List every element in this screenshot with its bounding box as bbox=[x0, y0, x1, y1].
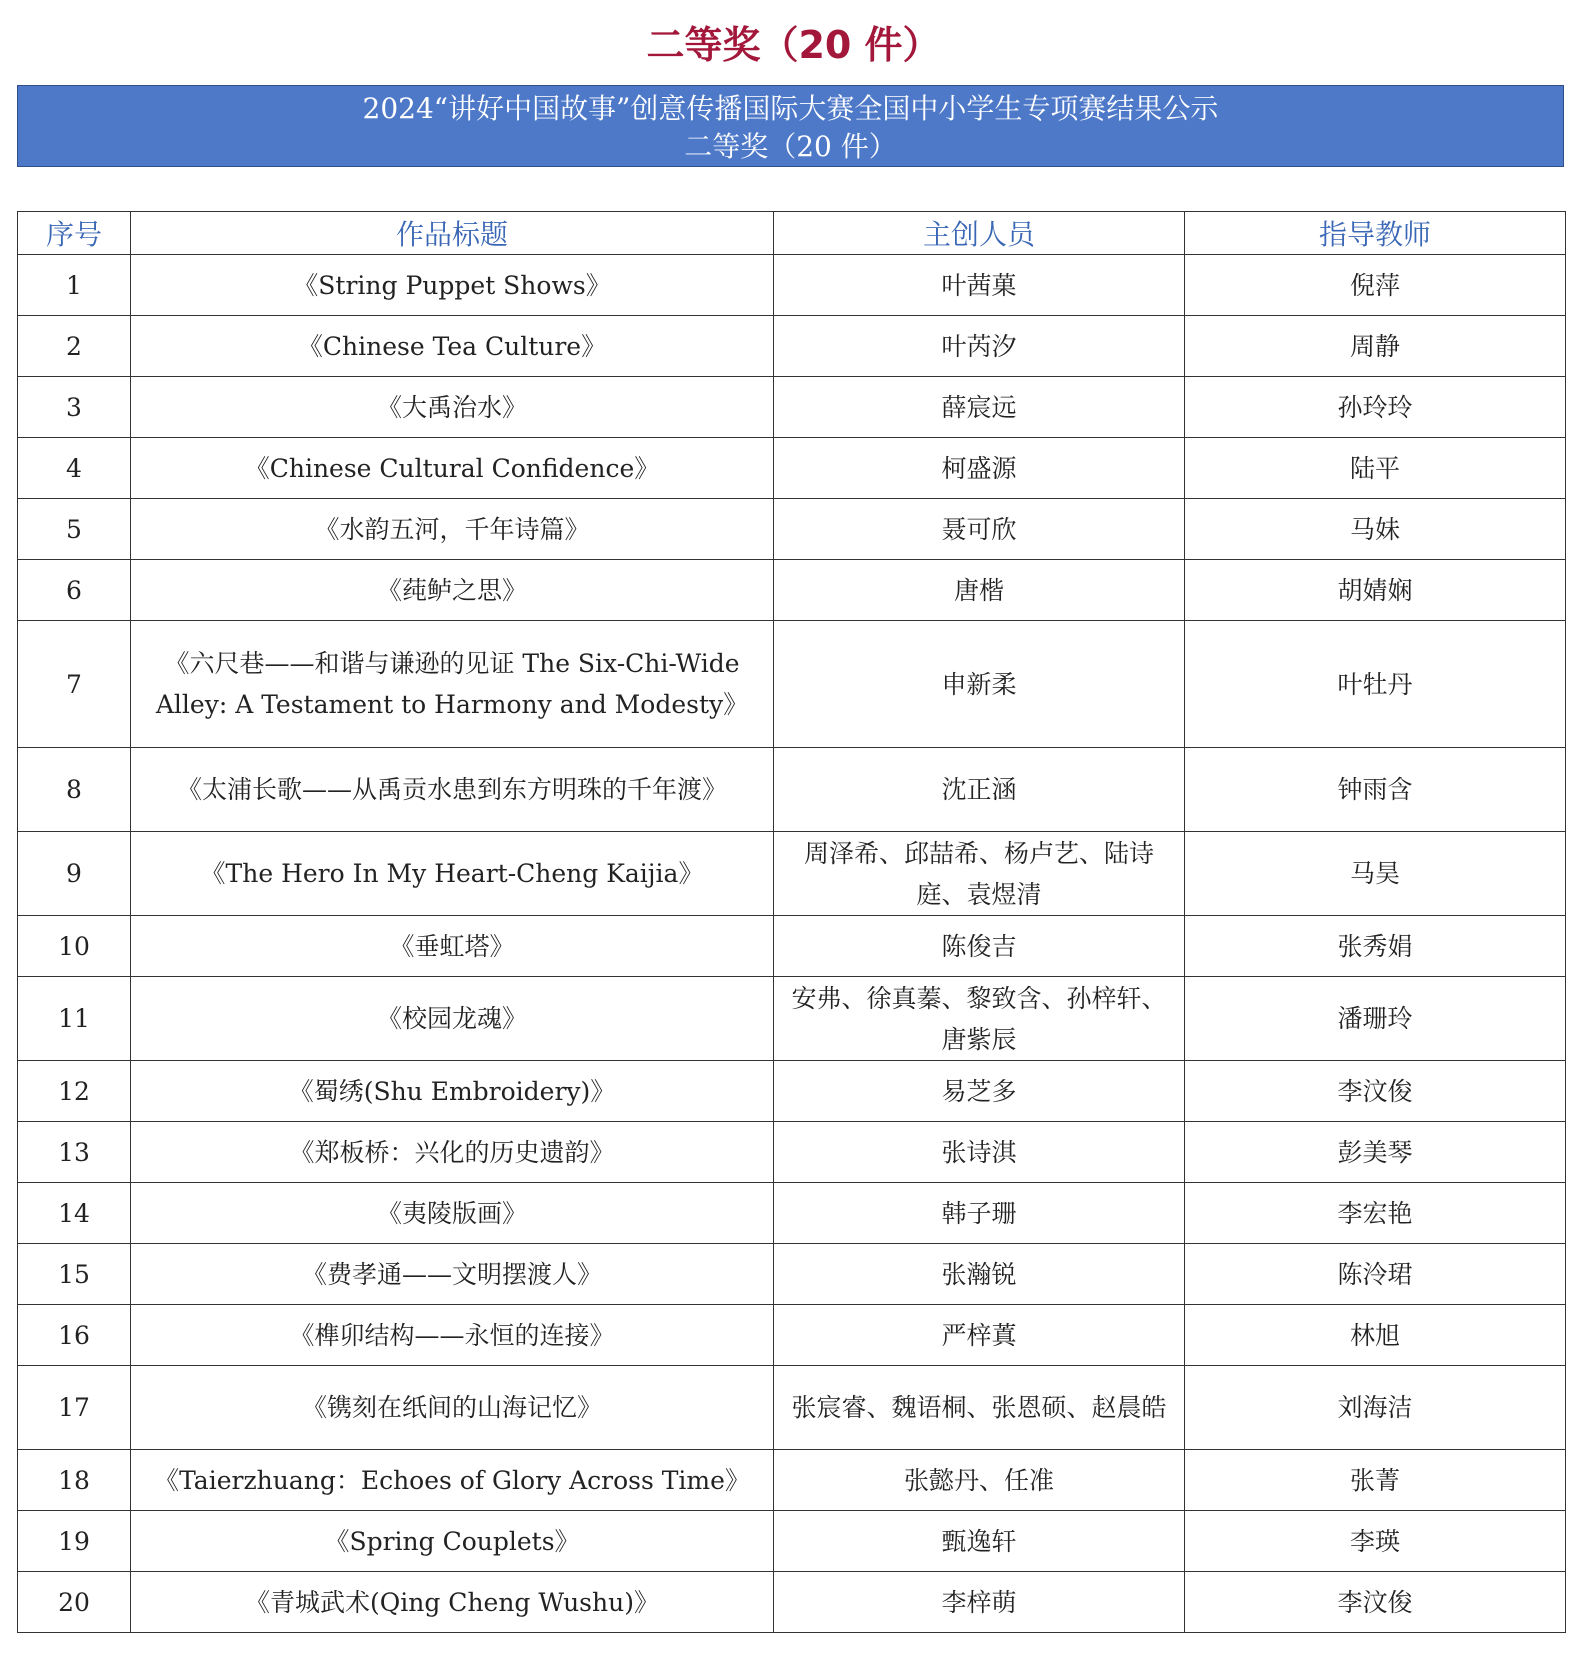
header-teacher: 指导教师 bbox=[1185, 212, 1566, 255]
cell-title: 《青城武术(Qing Cheng Wushu)》 bbox=[131, 1572, 774, 1633]
cell-number: 8 bbox=[18, 748, 131, 832]
table-row bbox=[18, 255, 1566, 316]
cell-title: 《蜀绣(Shu Embroidery)》 bbox=[131, 1061, 774, 1122]
table-row bbox=[18, 560, 1566, 621]
cell-title: 《垂虹塔》 bbox=[131, 916, 774, 977]
cell-title: 《Chinese Cultural Confidence》 bbox=[131, 438, 774, 499]
cell-title: 《榫卯结构——永恒的连接》 bbox=[131, 1305, 774, 1366]
header-title: 作品标题 bbox=[131, 212, 774, 255]
cell-number: 16 bbox=[18, 1305, 131, 1366]
cell-creators: 张懿丹、任准 bbox=[774, 1450, 1185, 1511]
cell-creators: 甄逸轩 bbox=[774, 1511, 1185, 1572]
cell-title: 《镌刻在纸间的山海记忆》 bbox=[131, 1366, 774, 1450]
cell-title: 《六尺巷——和谐与谦逊的见证 The Six-Chi-Wide Alley: A Testament to Harmony and Modesty》 bbox=[131, 621, 774, 748]
cell-teacher: 李宏艳 bbox=[1185, 1183, 1566, 1244]
cell-teacher: 倪萍 bbox=[1185, 255, 1566, 316]
cell-creators: 韩子珊 bbox=[774, 1183, 1185, 1244]
table-row bbox=[18, 438, 1566, 499]
cell-teacher: 张菁 bbox=[1185, 1450, 1566, 1511]
cell-number: 12 bbox=[18, 1061, 131, 1122]
cell-creators: 薛宸远 bbox=[774, 377, 1185, 438]
table-row bbox=[18, 1366, 1566, 1450]
cell-creators: 周泽希、邱喆希、杨卢艺、陆诗庭、袁煜清 bbox=[774, 832, 1185, 916]
cell-teacher: 李汶俊 bbox=[1185, 1061, 1566, 1122]
cell-number: 10 bbox=[18, 916, 131, 977]
cell-teacher: 胡婧娴 bbox=[1185, 560, 1566, 621]
table-row bbox=[18, 1305, 1566, 1366]
cell-creators: 柯盛源 bbox=[774, 438, 1185, 499]
cell-number: 18 bbox=[18, 1450, 131, 1511]
cell-creators: 叶茜菓 bbox=[774, 255, 1185, 316]
cell-number: 3 bbox=[18, 377, 131, 438]
cell-teacher: 陆平 bbox=[1185, 438, 1566, 499]
table-header-row bbox=[18, 212, 1566, 255]
cell-creators: 沈正涵 bbox=[774, 748, 1185, 832]
cell-creators: 叶芮汐 bbox=[774, 316, 1185, 377]
cell-title: 《String Puppet Shows》 bbox=[131, 255, 774, 316]
cell-number: 20 bbox=[18, 1572, 131, 1633]
cell-creators: 陈俊吉 bbox=[774, 916, 1185, 977]
header-number: 序号 bbox=[18, 212, 131, 255]
cell-teacher: 林旭 bbox=[1185, 1305, 1566, 1366]
cell-title: 《校园龙魂》 bbox=[131, 977, 774, 1061]
cell-creators: 唐楷 bbox=[774, 560, 1185, 621]
header-creators: 主创人员 bbox=[774, 212, 1185, 255]
table-row bbox=[18, 377, 1566, 438]
cell-creators: 张瀚锐 bbox=[774, 1244, 1185, 1305]
table-row bbox=[18, 748, 1566, 832]
cell-teacher: 钟雨含 bbox=[1185, 748, 1566, 832]
cell-number: 5 bbox=[18, 499, 131, 560]
cell-number: 2 bbox=[18, 316, 131, 377]
cell-creators: 李梓萌 bbox=[774, 1572, 1185, 1633]
cell-teacher: 彭美琴 bbox=[1185, 1122, 1566, 1183]
cell-creators: 张诗淇 bbox=[774, 1122, 1185, 1183]
banner-subtitle: 二等奖（20 件） bbox=[684, 130, 897, 163]
table-row bbox=[18, 1511, 1566, 1572]
cell-title: 《The Hero In My Heart-Cheng Kaijia》 bbox=[131, 832, 774, 916]
announcement-banner bbox=[17, 85, 1564, 167]
cell-creators: 易芝多 bbox=[774, 1061, 1185, 1122]
cell-title: 《费孝通——文明摆渡人》 bbox=[131, 1244, 774, 1305]
cell-teacher: 李汶俊 bbox=[1185, 1572, 1566, 1633]
table-row bbox=[18, 916, 1566, 977]
table-row bbox=[18, 1572, 1566, 1633]
cell-title: 《太浦长歌——从禹贡水患到东方明珠的千年渡》 bbox=[131, 748, 774, 832]
cell-title: 《水韵五河，千年诗篇》 bbox=[131, 499, 774, 560]
cell-number: 19 bbox=[18, 1511, 131, 1572]
cell-number: 17 bbox=[18, 1366, 131, 1450]
cell-teacher: 刘海洁 bbox=[1185, 1366, 1566, 1450]
cell-number: 6 bbox=[18, 560, 131, 621]
cell-teacher: 叶牡丹 bbox=[1185, 621, 1566, 748]
cell-creators: 安弗、徐真蓁、黎致含、孙梓轩、唐紫辰 bbox=[774, 977, 1185, 1061]
cell-number: 15 bbox=[18, 1244, 131, 1305]
page-title: 二等奖（20 件） bbox=[646, 23, 941, 67]
results-table bbox=[17, 211, 1566, 1633]
cell-teacher: 马昊 bbox=[1185, 832, 1566, 916]
table-row bbox=[18, 1450, 1566, 1511]
cell-title: 《Spring Couplets》 bbox=[131, 1511, 774, 1572]
table-row bbox=[18, 977, 1566, 1061]
table-row bbox=[18, 499, 1566, 560]
cell-number: 14 bbox=[18, 1183, 131, 1244]
cell-number: 7 bbox=[18, 621, 131, 748]
cell-number: 4 bbox=[18, 438, 131, 499]
cell-number: 13 bbox=[18, 1122, 131, 1183]
cell-title: 《Chinese Tea Culture》 bbox=[131, 316, 774, 377]
cell-teacher: 陈泠珺 bbox=[1185, 1244, 1566, 1305]
cell-title: 《大禹治水》 bbox=[131, 377, 774, 438]
table-row bbox=[18, 832, 1566, 916]
table-row bbox=[18, 316, 1566, 377]
table-row bbox=[18, 621, 1566, 748]
cell-creators: 申新柔 bbox=[774, 621, 1185, 748]
banner-title: 2024“讲好中国故事”创意传播国际大赛全国中小学生专项赛结果公示 bbox=[362, 92, 1219, 125]
cell-title: 《夷陵版画》 bbox=[131, 1183, 774, 1244]
table-row bbox=[18, 1122, 1566, 1183]
cell-title: 《郑板桥：兴化的历史遗韵》 bbox=[131, 1122, 774, 1183]
cell-creators: 聂可欣 bbox=[774, 499, 1185, 560]
cell-teacher: 李瑛 bbox=[1185, 1511, 1566, 1572]
cell-creators: 张宸睿、魏语桐、张恩硕、赵晨皓 bbox=[774, 1366, 1185, 1450]
cell-title: 《莼鲈之思》 bbox=[131, 560, 774, 621]
cell-number: 9 bbox=[18, 832, 131, 916]
cell-teacher: 潘珊玲 bbox=[1185, 977, 1566, 1061]
cell-number: 1 bbox=[18, 255, 131, 316]
cell-teacher: 张秀娟 bbox=[1185, 916, 1566, 977]
cell-number: 11 bbox=[18, 977, 131, 1061]
cell-teacher: 孙玲玲 bbox=[1185, 377, 1566, 438]
table-row bbox=[18, 1061, 1566, 1122]
table-row bbox=[18, 1183, 1566, 1244]
table-row bbox=[18, 1244, 1566, 1305]
cell-teacher: 周静 bbox=[1185, 316, 1566, 377]
cell-creators: 严梓蒖 bbox=[774, 1305, 1185, 1366]
cell-title: 《Taierzhuang：Echoes of Glory Across Time》 bbox=[131, 1450, 774, 1511]
cell-teacher: 马妹 bbox=[1185, 499, 1566, 560]
